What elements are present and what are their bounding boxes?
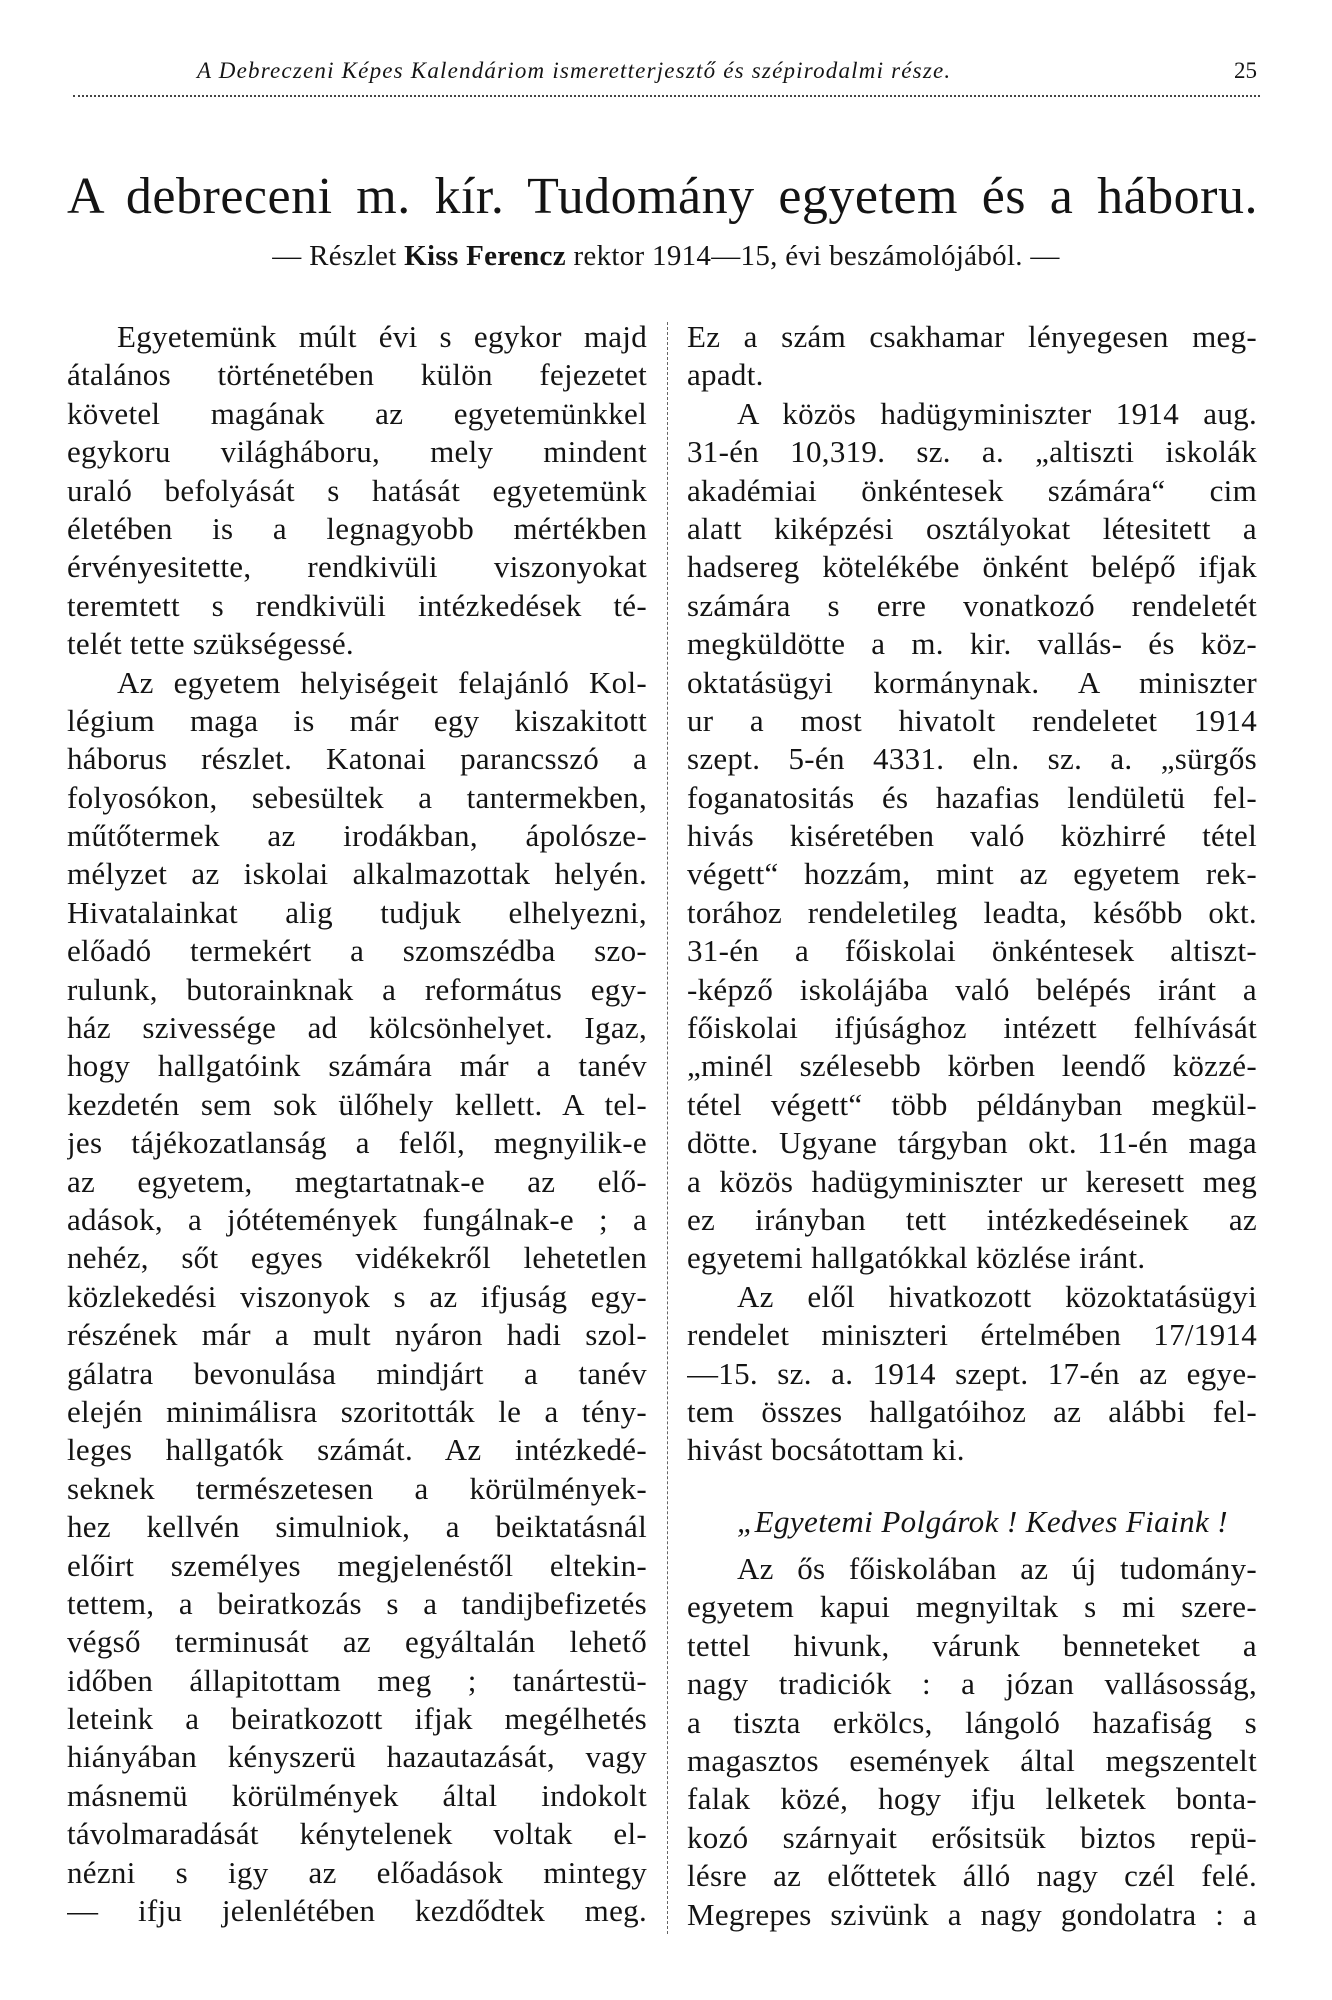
text-line: szept. 5-én 4331. eln. sz. a. „sürgős: [687, 741, 1257, 777]
text-line: seknek természetesen a körülmények-: [67, 1470, 647, 1506]
text-line: előirt személyes megjelenéstől eltekin-: [67, 1547, 647, 1583]
text-line: lésre az előttetek álló nagy czél felé.: [687, 1858, 1257, 1894]
header-rule: [73, 95, 1260, 97]
page-number: 25: [1234, 58, 1257, 83]
text-line: apadt.: [687, 357, 764, 393]
text-line: tettem, a beiratkozás s a tandijbefizetés: [67, 1585, 647, 1621]
text-line: a közös hadügyminiszter ur keresett meg: [687, 1163, 1257, 1199]
text-line: teremtett s rendkivüli intézkedések té-: [67, 587, 647, 623]
text-line: életében is a legnagyobb mértékben: [67, 510, 647, 546]
text-line: adások, a jótétemények fungálnak-e ; a: [67, 1201, 647, 1237]
column-divider: [667, 322, 668, 1934]
text-line: a tiszta erkölcs, lángoló hazafiság s: [687, 1704, 1257, 1740]
text-line: érvényesitette, rendkivüli viszonyokat: [67, 549, 647, 585]
salutation: „Egyetemi Polgárok ! Kedves Fiaink !: [737, 1504, 1229, 1539]
text-line: dötte. Ugyane tárgyban okt. 11-én maga: [687, 1125, 1257, 1161]
text-line: nagy tradiciók : a józan vallásosság,: [687, 1666, 1257, 1702]
text-line: hogy hallgatóink számára már a tanév: [67, 1048, 647, 1084]
text-line: végső terminusát az egyáltalán lehető: [67, 1624, 647, 1660]
text-line: egyetemi hallgatókkal közlése iránt.: [687, 1240, 1146, 1276]
text-line: hez kellvén simulniok, a beiktatásnál: [67, 1509, 647, 1545]
text-line: végett“ hozzám, mint az egyetem rek-: [687, 856, 1257, 892]
text-line: nézni s igy az előadások mintegy: [67, 1854, 647, 1890]
text-line: mélyzet az iskolai alkalmazottak helyén.: [67, 856, 647, 892]
text-line: 31-én 10,319. sz. a. „altiszti iskolák: [687, 434, 1257, 470]
text-line: közlekedési viszonyok s az ifjuság egy-: [67, 1278, 647, 1314]
text-line: Az elől hivatkozott közoktatásügyi: [737, 1278, 1257, 1314]
text-line: hivás kiséretében való közhirré tétel: [687, 818, 1257, 854]
text-line: akadémiai önkéntesek számára“ cim: [687, 472, 1257, 508]
text-line: tétel végett“ több példányban megkül-: [687, 1086, 1257, 1122]
text-line: falak közé, hogy ifju lelketek bonta-: [687, 1781, 1257, 1817]
text-line: Megrepes szivünk a nagy gondolatra : a: [687, 1896, 1257, 1932]
right-column-bottom: [687, 1550, 1257, 1934]
text-line: tettel hivunk, várunk benneteket a: [687, 1627, 1257, 1663]
text-line: — ifju jelenlétében kezdődtek meg.: [67, 1893, 647, 1929]
text-line: Az egyetem helyiségeit felajánló Kol-: [117, 664, 647, 700]
subtitle-suffix: rektor 1914—15, évi beszámolójából. —: [573, 240, 1060, 272]
text-line: alatt kiképzési osztályokat létesitett a: [687, 510, 1257, 546]
text-line: oktatásügyi kormánynak. A miniszter: [687, 664, 1257, 700]
text-line: ez irányban tett intézkedéseinek az: [687, 1201, 1257, 1237]
text-line: távolmaradását kénytelenek voltak el-: [67, 1816, 647, 1852]
text-line: hadsereg kötelékébe önként belépő ifjak: [687, 549, 1257, 585]
text-line: hivást bocsátottam ki.: [687, 1432, 965, 1468]
text-line: másnemü körülmények által indokolt: [67, 1777, 647, 1813]
subtitle-prefix: — Részlet: [272, 240, 397, 272]
text-line: 31-én a főiskolai önkéntesek altiszt-: [687, 933, 1257, 969]
running-header: A Debreczeni Képes Kalendáriom ismeretterjesztő és szépirodalmi része.: [197, 58, 952, 83]
text-line: hiányában kényszerü hazautazását, vagy: [67, 1739, 647, 1775]
right-column-top: [687, 318, 1257, 1470]
text-line: Az ős főiskolában az új tudomány-: [737, 1551, 1257, 1586]
text-line: nehéz, sőt egyes vidékekről lehetetlen: [67, 1240, 647, 1276]
text-line: ház szivessége ad kölcsönhelyet. Igaz,: [67, 1010, 647, 1046]
text-line: átalános történetében külön fejezetet: [67, 357, 647, 393]
text-line: egykoru világháboru, mely mindent: [67, 434, 647, 470]
text-line: magasztos események által megszentelt: [687, 1742, 1257, 1778]
text-line: tem összes hallgatóihoz az alábbi fel-: [687, 1393, 1257, 1429]
text-line: -képző iskolájába való belépés iránt a: [687, 971, 1257, 1007]
text-line: egyetem kapui megnyiltak s mi szere-: [687, 1589, 1257, 1625]
text-line: „minél szélesebb körben leendő közzé-: [687, 1048, 1257, 1084]
text-line: Egyetemünk múlt évi s egykor majd: [117, 319, 647, 354]
text-line: Ez a szám csakhamar lényegesen meg-: [687, 319, 1257, 354]
text-line: folyosókon, sebesültek a tantermekben,: [67, 779, 647, 815]
text-line: A közös hadügyminiszter 1914 aug.: [737, 395, 1257, 431]
text-line: gálatra bevonulása mindjárt a tanév: [67, 1355, 647, 1391]
text-line: ur a most hivatolt rendeletet 1914: [687, 702, 1257, 738]
article-subtitle: [0, 238, 1332, 274]
author-name: Kiss Ferencz: [404, 240, 566, 272]
text-line: foganatositás és hazafias lendületü fel-: [687, 779, 1257, 815]
text-line: rendelet miniszteri értelmében 17/1914: [687, 1317, 1257, 1353]
text-line: elején minimálisra szoritották le a tény-: [67, 1393, 647, 1429]
text-line: előadó termekért a szomszédba szo-: [67, 933, 647, 969]
text-line: Hivatalainkat alig tudjuk elhelyezni,: [67, 894, 647, 930]
text-line: kezdetén sem sok ülőhely kellett. A tel-: [67, 1086, 647, 1122]
text-line: megküldötte a m. kir. vallás- és köz-: [687, 626, 1257, 662]
text-line: torához rendeletileg leadta, később okt.: [687, 894, 1257, 930]
text-line: háborus részlet. Katonai parancsszó a: [67, 741, 647, 777]
text-line: főiskolai ifjúsághoz intézett felhívását: [687, 1010, 1257, 1046]
text-line: légium maga is már egy kiszakitott: [67, 702, 647, 738]
text-line: kozó szárnyait erősitsük biztos repü-: [687, 1819, 1257, 1855]
text-line: —15. sz. a. 1914 szept. 17-én az egye-: [687, 1355, 1257, 1391]
text-line: részének már a mult nyáron hadi szol-: [67, 1317, 647, 1353]
text-line: leges hallgatók számát. Az intézkedé-: [67, 1432, 647, 1468]
text-line: jes tájékozatlanság a felől, megnyilik-e: [67, 1125, 647, 1161]
left-column: [67, 318, 647, 1930]
text-line: telét tette szükségessé.: [67, 626, 354, 662]
text-line: leteink a beiratkozott ifjak megélhetés: [67, 1701, 647, 1737]
text-line: számára s erre vonatkozó rendeletét: [687, 587, 1257, 623]
text-line: műtőtermek az irodákban, ápolósze-: [67, 818, 647, 854]
article-title: A debreceni m. kír. Tudomány egyetem és a háboru.: [67, 168, 1258, 225]
text-line: rulunk, butorainknak a református egy-: [67, 971, 647, 1007]
text-line: uraló befolyását s hatását egyetemünk: [67, 472, 647, 508]
text-line: időben állapitottam meg ; tanártestü-: [67, 1662, 647, 1698]
text-line: követel magának az egyetemünkkel: [67, 395, 647, 431]
text-line: az egyetem, megtartatnak-e az elő-: [67, 1163, 647, 1199]
